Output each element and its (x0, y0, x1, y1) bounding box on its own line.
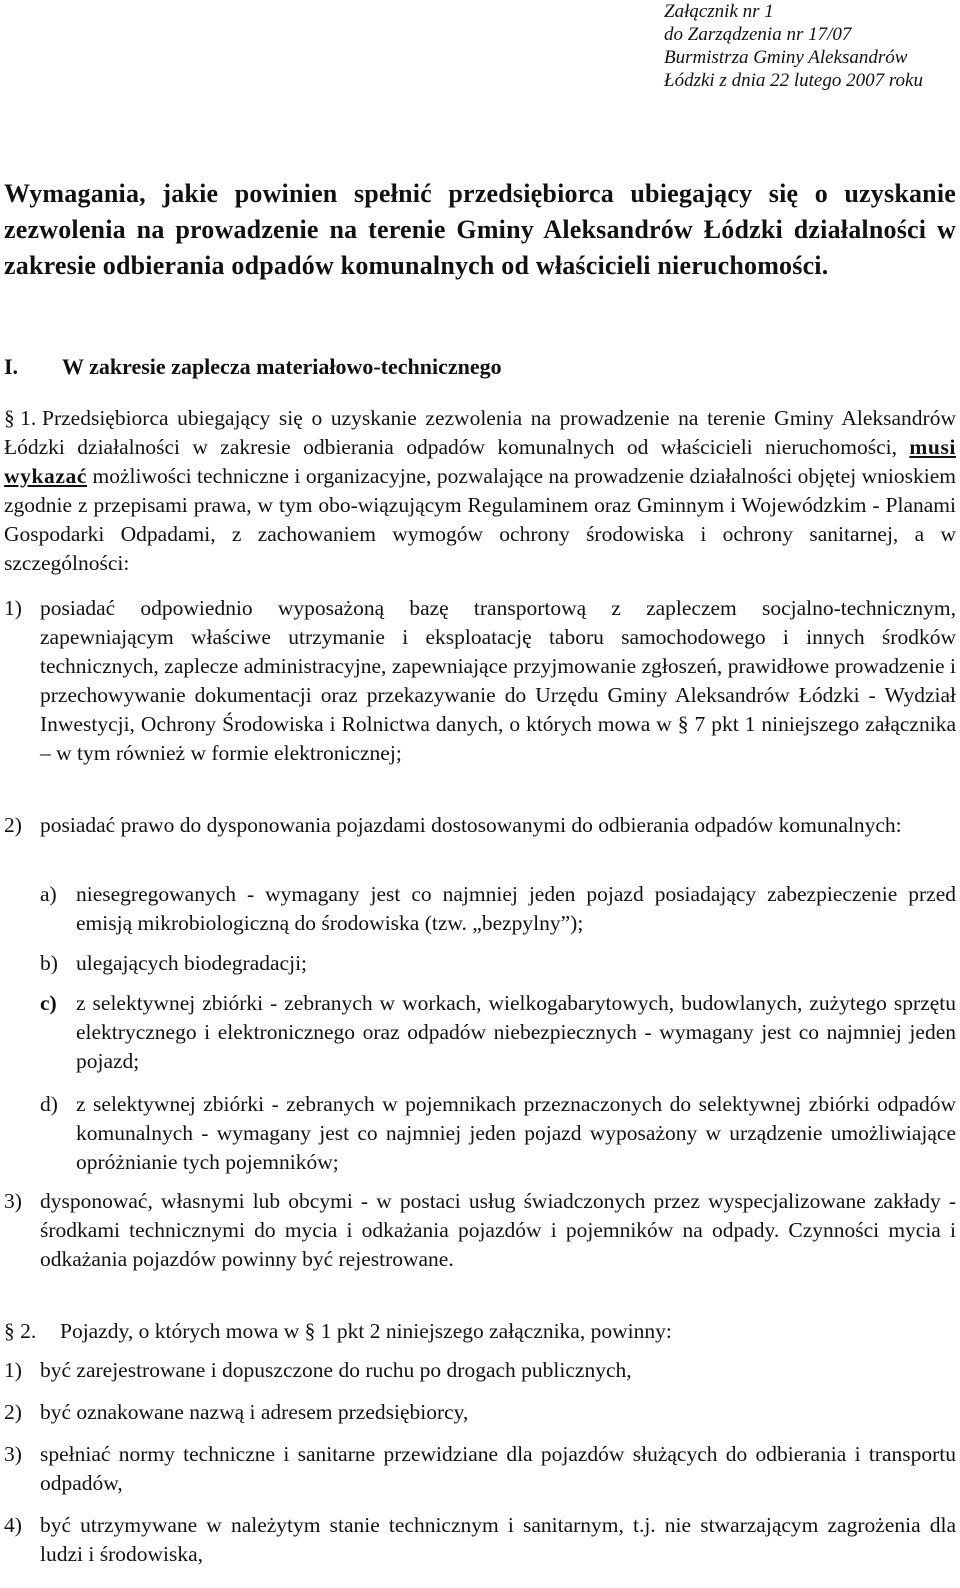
paragraph-text: Przedsiębiorca ubiegający się o uzyskanie zezwolenia na prowadzenie na terenie Gminy Aleksandrów Łódzki działalności w zakresie odbierania odpadów komunalnych od właścicieli nieruchomości, (4, 406, 956, 459)
list-item-text: posiadać odpowiednio wyposażoną bazę transportową z zapleczem socjalno-technicznym, zapewniającym właściwe utrzymanie i eksploatację taboru samochodowego i innych środków technicznych, zaplecze administracyjne, zapewniające przyjmowanie zgłoszeń, prawidłowe prowadzenie i przechowywanie dokumentacji oraz przekazywanie do Urzędu Gminy Aleksandrów Łódzki - Wydział Inwestycji, Ochrony Środowiska i Rolnictwa danych, o których mowa w § 7 pkt 1 niniejszego załącznika – w tym również w formie elektronicznej; (40, 596, 956, 765)
list-item-text: spełniać normy techniczne i sanitarne przewidziane dla pojazdów służących do odbierania i transportu odpadów, (40, 1442, 956, 1495)
sub-list-marker: a) (40, 882, 57, 906)
list-item-text: być zarejestrowane i dopuszczone do ruchu po drogach publicznych, (40, 1358, 632, 1382)
paragraph-text: Pojazdy, o których mowa w § 1 pkt 2 niniejszego załącznika, powinny: (60, 1319, 672, 1343)
list-item (4, 1187, 956, 1274)
annex-line: Załącznik nr 1 (664, 1, 774, 22)
paragraph-marker: § 2. (4, 1319, 37, 1343)
sub-list-item-text: z selektywnej zbiórki - zebranych w workach, wielkogabarytowych, budowlanych, zużytego sprzętu elektrycznego i elektronicznego oraz odpadów niebezpiecznych - wymagany jest co najmniej jeden pojazd; (76, 991, 956, 1073)
list-marker: 2) (4, 1400, 22, 1424)
list-marker: 1) (4, 596, 22, 620)
list-marker: 4) (4, 1513, 22, 1537)
list-item-text: być utrzymywane w należytym stanie technicznym i sanitarnym, t.j. nie stwarzającym zagrożenia dla ludzi i środowiska, (40, 1513, 956, 1566)
sub-list-item-text: ulegających biodegradacji; (76, 951, 308, 975)
list-marker: 3) (4, 1189, 22, 1213)
sub-list-item (40, 989, 956, 1076)
paragraph-text: możliwości techniczne i organizacyjne, pozwalające na prowadzenie działalności objętej wnioskiem zgodnie z przepisami prawa, w tym obo-wiązującym Regulaminem oraz Gminnym i Wojewódzkim - Planami Gospodarki Odpadami, z zachowaniem wymogów ochrony środowiska i ochrony sanitarnej, a w szczególności: (4, 464, 956, 575)
list-item (4, 811, 956, 840)
emphasis-text: musi wykazać (4, 435, 956, 488)
sub-list-item-text: niesegregowanych - wymagany jest co najmniej jeden pojazd posiadający zabezpieczenie przed emisją mikrobiologiczną do środowiska (tzw. „bezpylny”); (76, 882, 956, 935)
sub-list-marker: c) (40, 991, 57, 1015)
sub-list-item (40, 1090, 956, 1177)
annex-line: do Zarządzenia nr 17/07 (664, 24, 852, 45)
list-item-text: posiadać prawo do dysponowania pojazdami dostosowanymi do odbierania odpadów komunalnych: (40, 813, 902, 837)
sub-list-marker: d) (40, 1092, 58, 1116)
document-title: Wymagania, jakie powinien spełnić przedsiębiorca ubiegający się o uzyskanie zezwolenia na prowadzenie na terenie Gminy Aleksandrów Łódzki działalności w zakresie odbierania odpadów komunalnych od właścicieli nieruchomości. (4, 179, 956, 280)
paragraph-2 (4, 1317, 956, 1346)
sub-list-item-text: z selektywnej zbiórki - zebranych w pojemnikach przeznaczonych do selektywnej zbiórki odpadów komunalnych - wymagany jest co najmniej jeden pojazd wyposażony w urządzenie umożliwiające opróżnianie tych pojemników; (76, 1092, 956, 1174)
list-item (4, 1440, 956, 1498)
list-marker: 2) (4, 813, 22, 837)
annex-header (664, 0, 923, 92)
sub-list-marker: b) (40, 951, 58, 975)
sub-list-item (40, 880, 956, 938)
list-item-text: dysponować, własnymi lub obcymi - w postaci usług świadczonych przez wyspecjalizowane zakłady - środkami technicznymi do mycia i odkażania pojazdów i pojemników na odpady. Czynności mycia i odkażania pojazdów powinny być rejestrowane. (40, 1189, 956, 1271)
section-title: W zakresie zaplecza materiałowo-technicznego (62, 354, 502, 379)
section-heading (4, 352, 502, 382)
list-marker: 1) (4, 1358, 22, 1382)
section-number: I. (4, 354, 19, 379)
annex-line: Burmistrza Gminy Aleksandrów (664, 47, 908, 68)
sub-list-item (40, 949, 956, 978)
list-item (4, 594, 956, 768)
list-marker: 3) (4, 1442, 22, 1466)
list-item (4, 1356, 956, 1385)
list-item-text: być oznakowane nazwą i adresem przedsiębiorcy, (40, 1400, 469, 1424)
paragraph-1 (4, 404, 956, 578)
paragraph-marker: § 1. (4, 406, 37, 430)
list-item (4, 1511, 956, 1569)
annex-line: Łódzki z dnia 22 lutego 2007 roku (664, 70, 923, 91)
list-item (4, 1398, 956, 1427)
